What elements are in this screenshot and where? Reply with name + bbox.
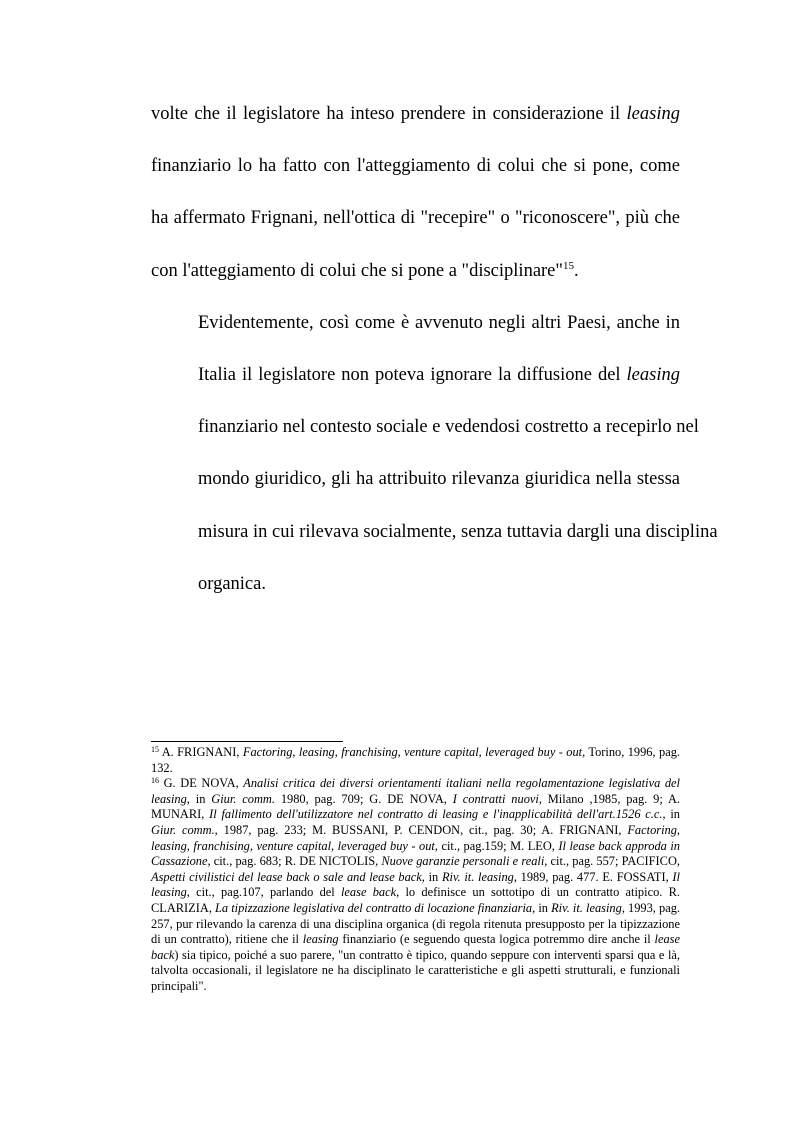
text-line: con l'atteggiamento di colui che si pone a "disciplinare"$^{15}$.	[151, 259, 579, 281]
paragraph-2	[151, 297, 718, 610]
text-line: organica.	[198, 573, 266, 594]
text-line: misura in cui rilevava socialmente, senza tuttavia dargli una disciplina	[198, 521, 718, 542]
footnote-number: 15	[151, 745, 159, 754]
italic-term: leasing	[626, 365, 680, 386]
footnote-16: $^{16}$ G. DE NOVA, Analisi critica dei diversi orientamenti italiani nella regolamentazione legislativa del leasing, in Giur. comm. 1980, pag. 709; G. DE NOVA, I contratti nuovi, Milano ,1985, pag. 9; A. MUNARI, Il fallimento dell'utilizzatore nel contratto di leasing e l'inapplicabilità dell'art.1526 c.c., in Giur. comm., 1987, pag. 233; M. BUSSANI, P. CENDON, cit., pag. 30; A. FRIGNANI, Factoring, leasing, franchising, venture capital, leveraged buy - out, cit., pag.159; M. LEO, Il lease back approda in Cassazione, cit., pag. 683; R. DE NICTOLIS, Nuove garanzie personali e reali, cit., pag. 557; PACIFICO, Aspetti civilistici del lease back o sale and lease back, in Riv. it. leasing, 1989, pag. 477. E. FOSSATI, Il leasing, cit., pag.107, parlando del lease back, lo definisce un sottotipo di un contratto atipico. R. CLARIZIA, La tipizzazione legislativa del contratto di locazione finanziaria, in Riv. it. leasing, 1993, pag. 257, pur rilevando la carenza di una disciplina organica (di regola ritenuta presupposto per la tipizzazione di un contratto), ritiene che il leasing finanziario (e seguendo questa logica potremmo dire anche il lease back) sia tipico, poiché a suo parere, "un contratto è tipico, quando seppure con interventi sparsi qua e là, talvolta occasionali, il legislatore ne ha disciplinato le caratteristiche e gli aspetti strutturali, e funzionali principali".	[151, 776, 681, 993]
footnote-ref-15[interactable]: 15	[562, 259, 574, 272]
italic-term: leasing	[626, 104, 680, 124]
footnotes	[151, 745, 680, 995]
text-line: Italia il legislatore non poteva ignorare la diffusione del leasing	[198, 365, 680, 386]
text-line: mondo giuridico, gli ha attribuito rilevanza giuridica nella stessa	[198, 469, 680, 490]
text-line: Evidentemente, così come è avvenuto negli altri Paesi, anche in	[198, 312, 680, 333]
footnote-separator	[151, 741, 343, 742]
text-line: ha affermato Frignani, nell'ottica di "recepire" o "riconoscere", più che	[151, 208, 680, 229]
paragraph-1	[151, 88, 680, 297]
main-text	[151, 88, 718, 610]
text-line: finanziario lo ha fatto con l'atteggiamento di colui che si pone, come	[151, 156, 680, 177]
footnote-15: $^{15}$ A. FRIGNANI, Factoring, leasing, franchising, venture capital, leveraged buy - out, Torino, 1996, pag. 132.	[151, 745, 680, 775]
text-line: volte che il legislatore ha inteso prendere in considerazione il leasing	[151, 104, 680, 124]
text-line: finanziario nel contesto sociale e vedendosi costretto a recepirlo nel	[198, 417, 699, 438]
footnote-number: 16	[151, 776, 159, 786]
